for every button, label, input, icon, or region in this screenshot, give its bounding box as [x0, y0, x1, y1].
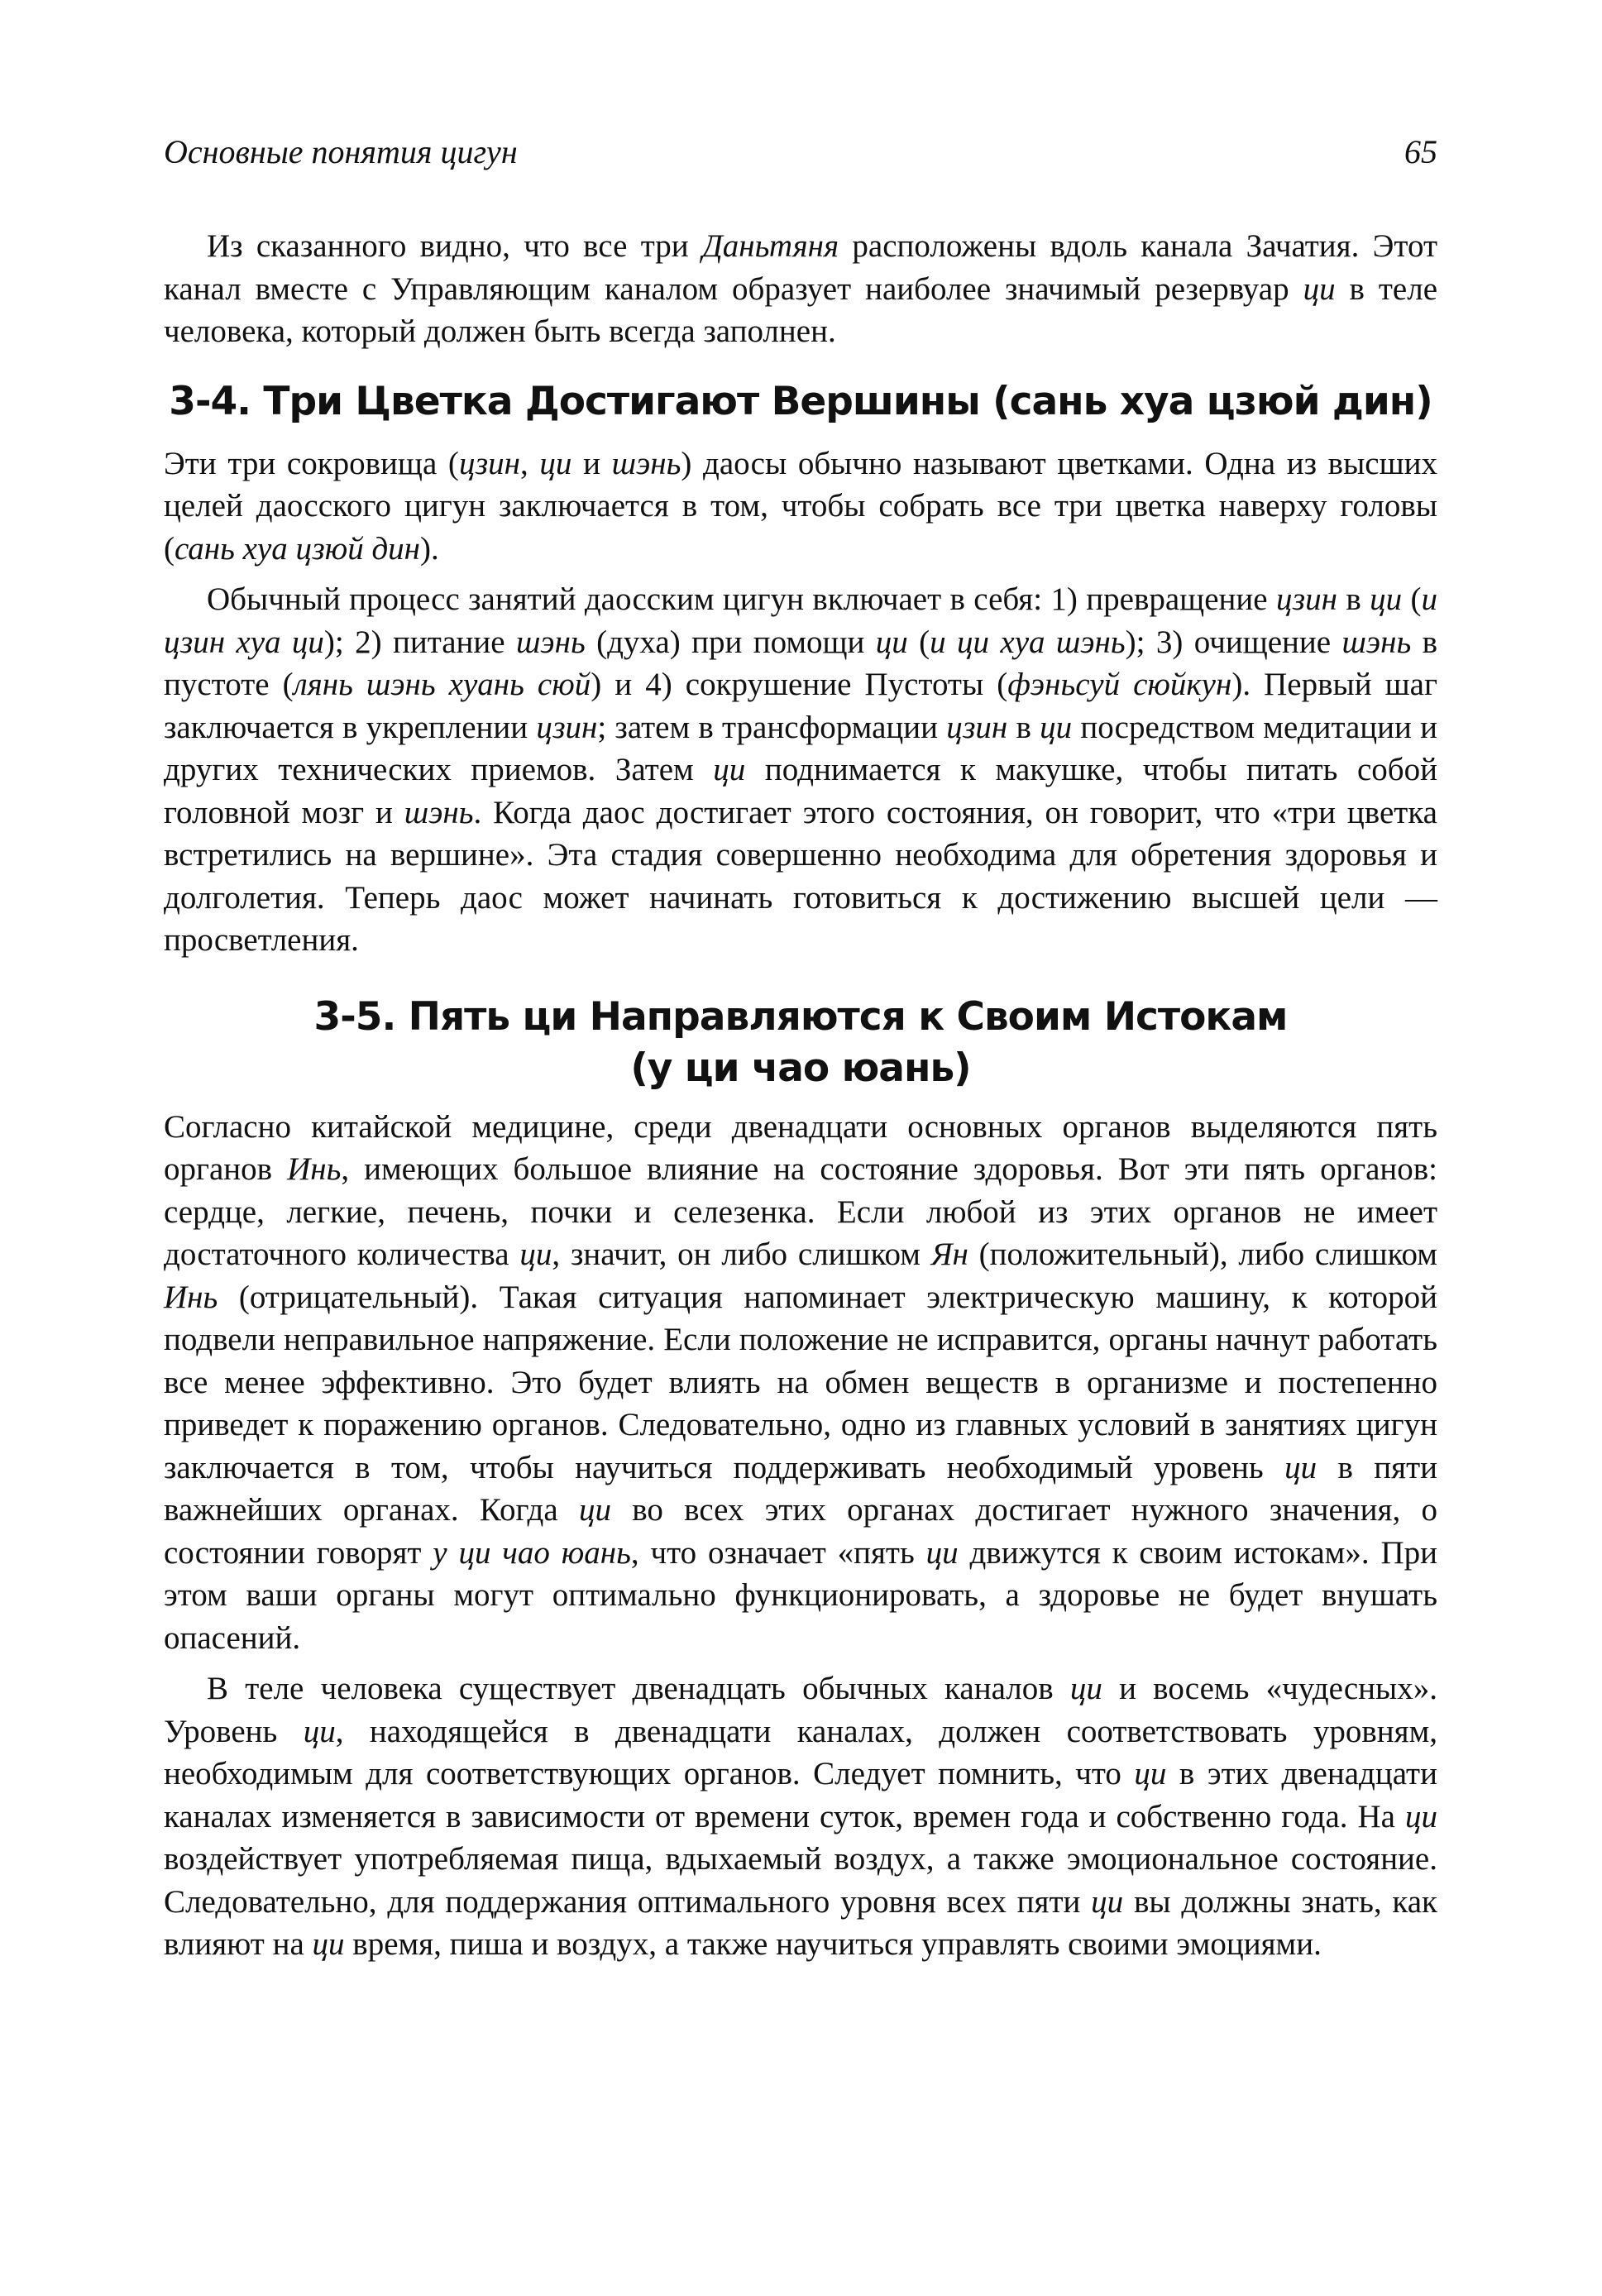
paragraph: Из сказанного видно, что все три Даньтяня расположены вдоль канала Зачатия. Этот канал вместе с Управляющим каналом образует наиболее значимый резервуар ци в теле человека, который должен быть всегда заполнен. [164, 228, 1438, 349]
italic-term: ци [1284, 1449, 1317, 1485]
section-heading-3-5-line2: (у ци чао юань) [630, 1045, 971, 1091]
italic-term: ци [519, 1236, 552, 1272]
paragraph: Эти три сокровища (цзин, ци и шэнь) даосы обычно называют цветками. Одна из высших целей даосского цигун заключается в том, чтобы собрать все три цветка наверху головы (сань хуа цзюй дин). [164, 445, 1438, 567]
italic-term: ци [1091, 1883, 1124, 1920]
italic-term: лянь шэнь хуань сюй [293, 667, 591, 702]
italic-term: и цзин хуа ци [164, 581, 1437, 660]
page-body [164, 225, 1437, 1966]
paragraph: В теле человека существует двенадцать обычных каналов ци и восемь «чудесных». Уровень ци, находящейся в двенадцати каналах, должен соответствовать уровням, необходимым для соответствующих органов. Следует помнить, что ци в этих двенадцати каналах изменяется в зависимости от времени суток, времен года и собственно года. На ци воздействует употребляемая пища, вдыхаемый воздух, а также эмоциональное состояние. Следовательно, для поддержания оптимального уровня всех пяти ци вы должны знать, как влияют на ци время, пиша и воздух, а также научиться управлять своими эмоциями. [164, 1671, 1438, 1962]
paragraph: Согласно китайской медицине, среди двенадцати основных органов выделяются пять органов Инь, имеющих большое влияние на состояние здоровья. Вот эти пять органов: сердце, легкие, печень, почки и селезенка. Если любой из этих органов не имеет достаточного количества ци, значит, он либо слишком Ян (положительный), либо слишком Инь (отрицательный). Такая ситуация напоминает электрическую машину, к которой подвели неправильное напряжение. Если положение не исправится, органы начнут работать все менее эффективно. Это будет влиять на обмен веществ в организме и постепенно приведет к поражению органов. Следовательно, одно из главных условий в занятиях цигун заключается в том, чтобы научиться поддерживать необходимый уровень ци в пяти важнейших органах. Когда ци во всех этих органах достигает нужного значения, о состоянии говорят у ци чао юань, что означает «пять ци движутся к своим истокам». При этом ваши органы могут оптимально функционировать, а здоровье не будет внушать опасений. [164, 1108, 1438, 1656]
italic-term: ци [1303, 270, 1336, 307]
italic-term: цзин [1275, 581, 1337, 617]
section-heading-3-4: 3-4. Три Цветка Достигают Вершины (сань хуа цзюй дин) [169, 378, 1432, 424]
italic-term: Даньтяня [701, 228, 839, 264]
italic-term: Ян [930, 1236, 968, 1272]
italic-term: цзин [946, 709, 1008, 745]
italic-term: у ци чао юань [433, 1534, 631, 1571]
page-number: 65 [1404, 133, 1437, 170]
italic-term: и ци хуа шэнь [930, 624, 1126, 660]
italic-term: сань хуа цзюй дин [175, 530, 421, 567]
page-header [164, 131, 1437, 180]
italic-term: ци [578, 1492, 611, 1528]
italic-term: цзин [536, 709, 598, 745]
italic-term: шэнь [404, 794, 474, 830]
italic-term: Инь [287, 1151, 342, 1187]
italic-term: ци [539, 445, 572, 481]
italic-term: ци [1370, 581, 1403, 617]
italic-term: ци [1040, 709, 1073, 745]
italic-term: Инь [164, 1279, 218, 1315]
running-title: Основные понятия цигун [164, 133, 518, 170]
italic-term: шэнь [1341, 624, 1412, 660]
italic-term: ци [925, 1534, 959, 1571]
italic-term: ци [312, 1926, 345, 1962]
section-heading-3-5-line1: 3-5. Пять ци Направляются к Своим Истокам [313, 993, 1288, 1040]
italic-term: ци [875, 624, 908, 660]
italic-term: шэнь [515, 624, 586, 660]
italic-term: ци [1405, 1798, 1437, 1834]
italic-term: цзин [458, 445, 520, 481]
italic-term: ци [1069, 1671, 1102, 1706]
italic-term: ци [713, 752, 746, 787]
paragraph: Обычный процесс занятий даосским цигун включает в себя: 1) превращение цзин в ци (и цзин хуа ци); 2) питание шэнь (духа) при помощи ци (и ци хуа шэнь); 3) очищение шэнь в пустоте (лянь шэнь хуань сюй) и 4) сокрушение Пустоты (фэньсуй сюйкун). Первый шаг заключается в укреплении цзин; затем в трансформации цзин в ци посредством медитации и других технических приемов. Затем ци поднимается к макушке, чтобы питать собой головной мозг и шэнь. Когда даос достигает этого состояния, он говорит, что «три цветка встретились на вершине». Эта стадия совершенно необходима для обретения здоровья и долголетия. Теперь даос может начинать готовиться к достижению высшей цели — просветления. [164, 581, 1437, 958]
italic-term: ци [1134, 1756, 1167, 1791]
italic-term: шэнь [611, 445, 681, 481]
italic-term: ци [303, 1713, 336, 1749]
italic-term: фэньсуй сюйкун [1007, 667, 1232, 702]
section-heading-3-5 [164, 992, 1437, 1094]
